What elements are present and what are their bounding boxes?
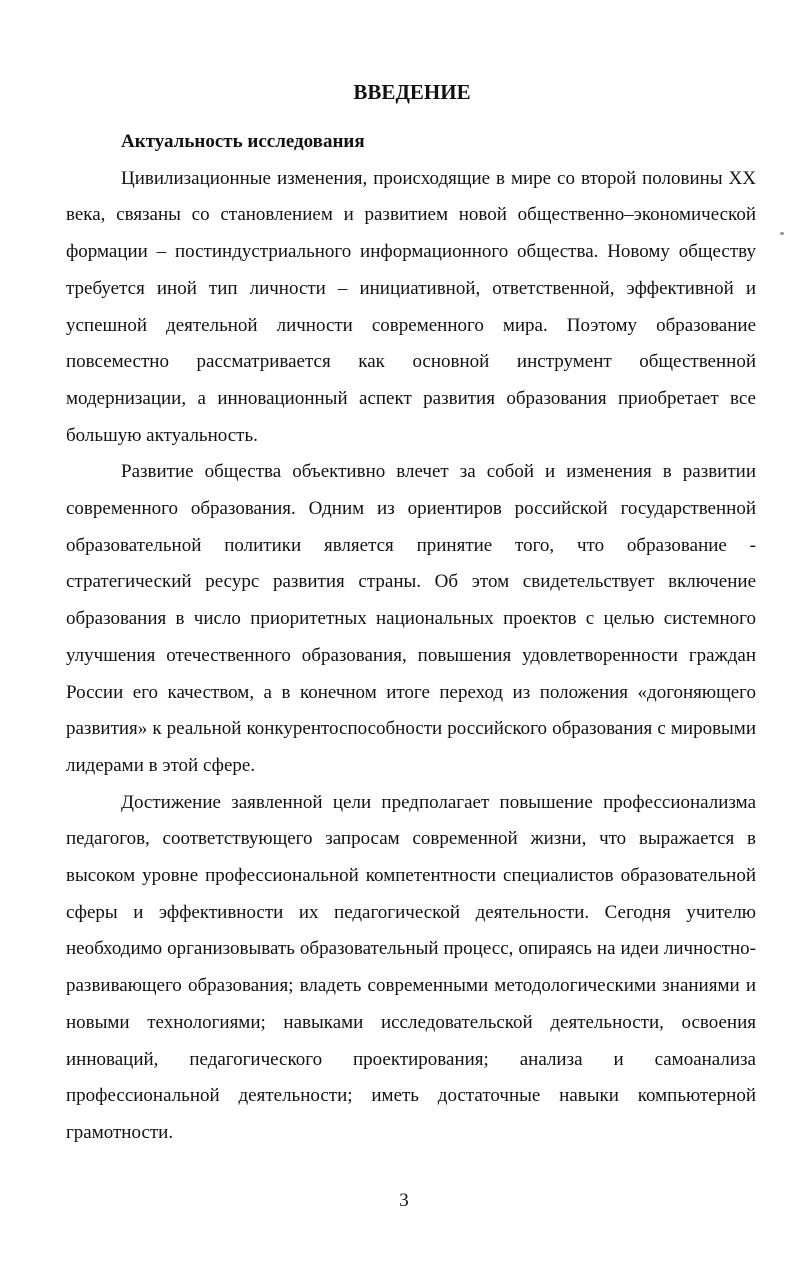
page-number: 3 (399, 1190, 409, 1211)
section-subheading: Актуальность исследования (121, 131, 365, 152)
paragraph-2: Развитие общества объективно влечет за собой и изменения в развитии современного образования. Одним из ориентиров российской государственной образовательной политики является принятие того, что образование - стратегический ресурс развития страны. Об этом свидетельствует включение образования в число приоритетных национальных проектов с целью системного улучшения отечественного образования, повышения удовлетворенности граждан России его качеством, а в конечном итоге переход из положения «догоняющего развития» к реальной конкурентоспособности российского образования с мировыми лидерами в этой сфере. (66, 461, 756, 776)
body-text (66, 124, 756, 1152)
paragraph-1: Цивилизационные изменения, происходящие в мире со второй половины XX века, связаны со становлением и развитием новой общественно–экономической формации – постиндустриального информационного общества. Новому обществу требуется иной тип личности – инициативной, ответственной, эффективной и успешной деятельной личности современного мира. Поэтому образование повсеместно рассматривается как основной инструмент общественной модернизации, а инновационный аспект развития образования приобретает все большую актуальность. (66, 167, 756, 446)
page-title: ВВЕДЕНИЕ (353, 80, 471, 104)
scan-speck (780, 232, 784, 235)
paragraph-3: Достижение заявленной цели предполагает повышение профессионализма педагогов, соответствующего запросам современной жизни, что выражается в высоком уровне профессиональной компетентности специалистов образовательной сферы и эффективности их педагогической деятельности. Сегодня учителю необходимо организовывать образовательный процесс, опираясь на идеи личностно-развивающего образования; владеть современными методологическими знаниями и новыми технологиями; навыками исследовательской деятельности, освоения инноваций, педагогического проектирования; анализа и самоанализа профессиональной деятельности; иметь достаточные навыки компьютерной грамотности. (66, 791, 756, 1143)
